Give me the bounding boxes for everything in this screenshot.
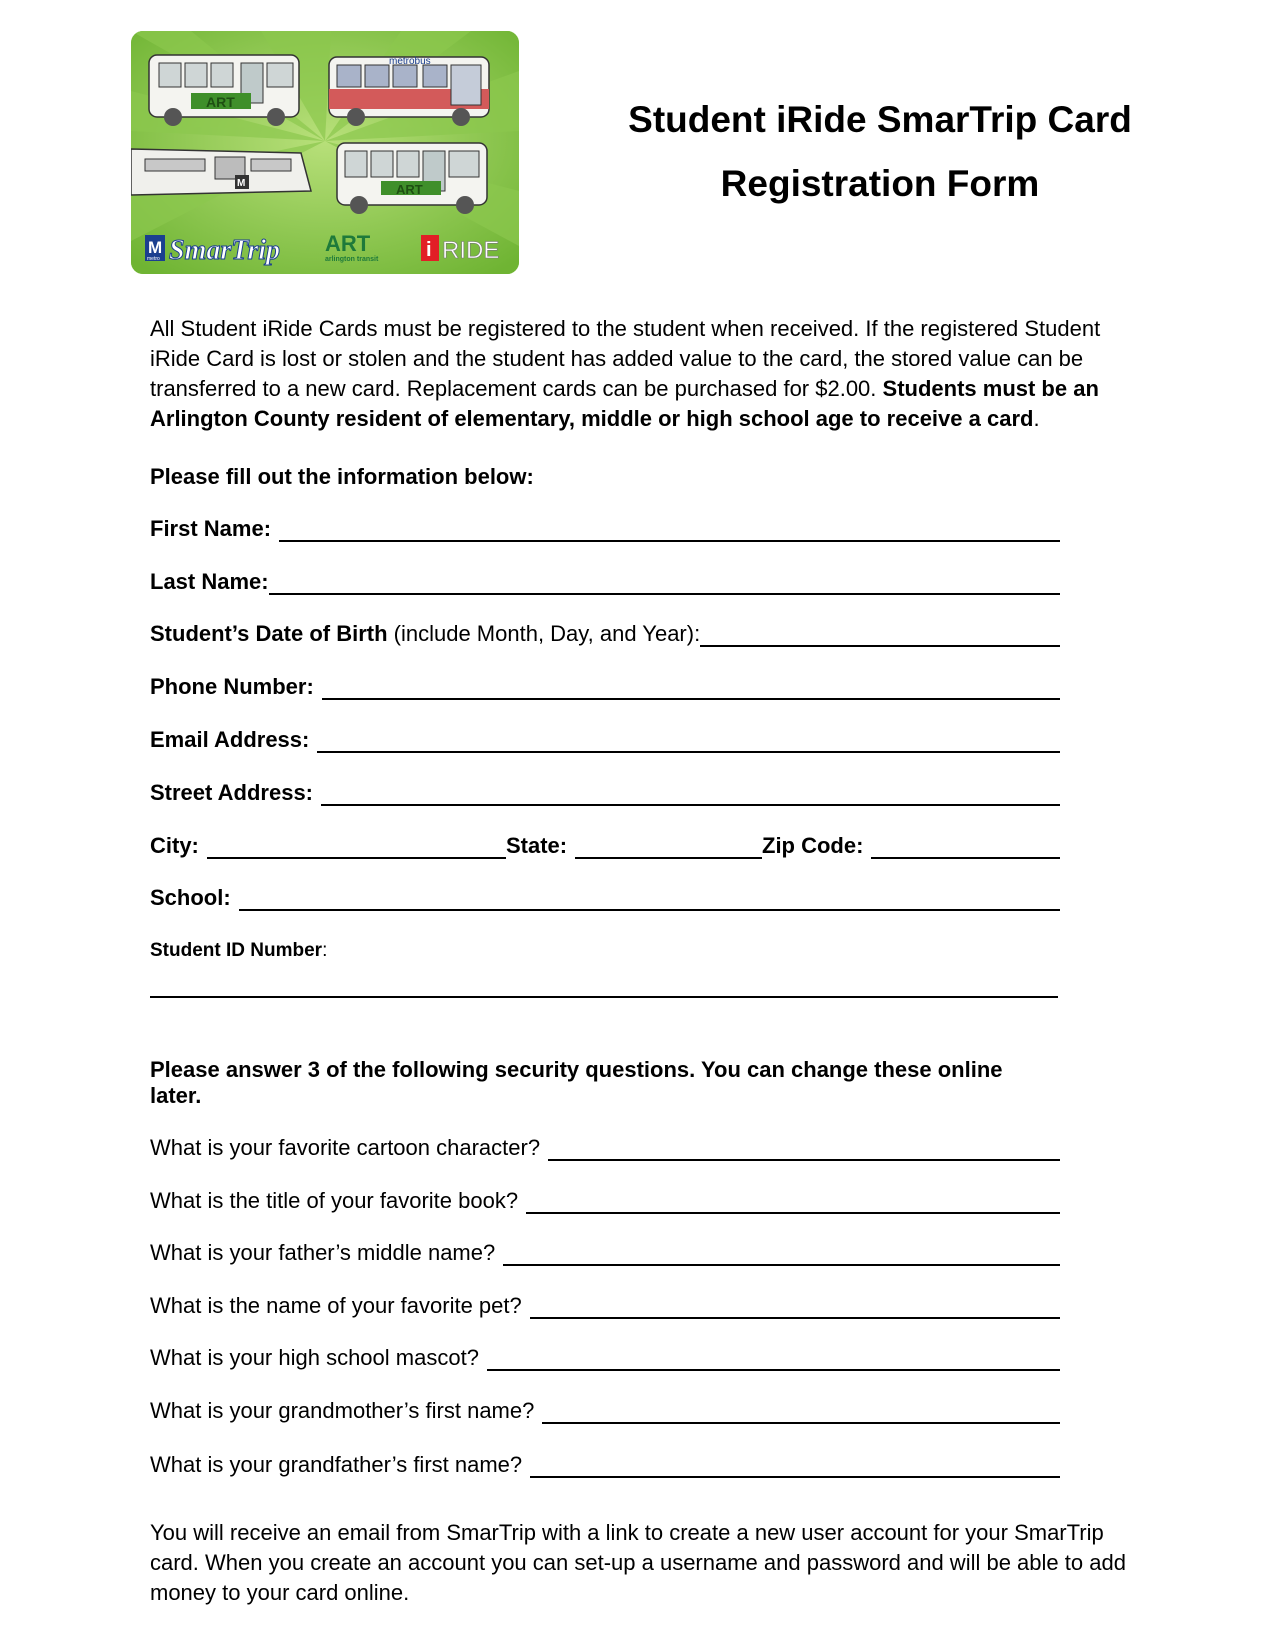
art-logo: ART [325,231,371,256]
security-question-row [150,1131,1060,1161]
first-name-row [150,512,1060,542]
card-illustration [131,31,519,274]
iride-logo-text: RIDE [442,237,500,264]
school-row [150,881,1060,911]
metro-logo-small: metro [147,256,160,262]
dob-label [150,621,700,647]
bus-drawing [329,56,489,126]
form-heading: Please fill out the information below: [150,464,534,489]
bus-drawing [337,143,487,214]
smartrip-logo: SmarTrip [169,235,280,266]
security-question-row [150,1341,1060,1371]
intro-text: All Student iRide Cards must be registered to the student when received. If the registered Student iRide Card is lost or stolen and the student has added value to the card, the stored value can be transferred to a new card. Replacement cards can be purchased for $2.00. [150,316,1101,401]
iride-logo-i: i [426,239,432,261]
city-state-zip-row [150,829,1060,859]
security-question-row [150,1289,1060,1319]
security-question-row [150,1236,1060,1266]
security-answer-field[interactable] [530,1293,1060,1319]
dob-row [150,617,1060,647]
security-question-label: What is your favorite cartoon character? [150,1135,541,1160]
security-heading: Please answer 3 of the following security questions. You can change these online later. [150,1057,1003,1108]
school-label: School: [150,885,231,910]
security-answer-field[interactable] [487,1345,1060,1371]
security-answer-field[interactable] [530,1452,1060,1478]
student-id-field[interactable] [150,996,1058,998]
closing-paragraph: You will receive an email from SmarTrip with a link to create a new user account for your SmarTrip card. When you create an account you can set-up a username and password and will be able to add money to your card online. [150,1520,1126,1605]
school-field[interactable] [239,885,1060,911]
last-name-field[interactable] [269,569,1060,595]
title-line-2: Registration Form [720,163,1040,204]
security-question-label: What is your grandfather’s first name? [150,1452,523,1477]
email-field[interactable] [317,727,1060,753]
student-id-colon: : [322,940,328,961]
state-group [506,833,762,859]
card-bus-label: M [237,178,246,189]
security-question-label: What is your high school mascot? [150,1345,479,1370]
city-group [150,833,506,859]
last-name-row [150,565,1060,595]
security-answer-field[interactable] [542,1398,1060,1424]
zip-group [762,833,1060,859]
security-answer-field[interactable] [548,1135,1060,1161]
email-label: Email Address: [150,727,310,752]
intro-end: . [1033,406,1040,431]
zip-field[interactable] [871,833,1060,859]
title-line-1: Student iRide SmarTrip Card [628,99,1132,140]
first-name-label: First Name: [150,516,272,541]
security-question-row [150,1184,1060,1214]
first-name-field[interactable] [279,516,1060,542]
card-bus-label: ART [206,94,235,110]
train-drawing [131,149,311,195]
intro-eligibility: Students must be an Arlington County resident of elementary, middle or high school age to receive a card [150,376,1099,431]
phone-row [150,670,1060,700]
security-question-row [150,1448,1060,1478]
state-field[interactable] [575,833,762,859]
zip-label: Zip Code: [762,833,864,858]
state-label: State: [506,833,568,858]
page-title [600,88,1160,216]
city-field[interactable] [207,833,506,859]
phone-label: Phone Number: [150,674,314,699]
last-name-label: Last Name: [150,569,269,594]
street-field[interactable] [321,780,1060,806]
phone-field[interactable] [322,674,1060,700]
security-question-label: What is the title of your favorite book? [150,1188,519,1213]
security-question-row [150,1394,1060,1424]
security-question-label: What is your father’s middle name? [150,1240,496,1265]
metro-logo-letter: M [148,238,163,257]
dob-label-bold: Student’s Date of Birth [150,621,388,646]
student-id-label-text: Student ID Number [150,940,323,961]
dob-field[interactable] [700,621,1060,647]
street-row [150,776,1060,806]
street-label: Street Address: [150,780,314,805]
security-answer-field[interactable] [503,1240,1060,1266]
email-row [150,723,1060,753]
card-bus-label: metrobus [389,56,431,67]
iride-card-image [131,31,519,274]
bus-drawing [149,55,299,126]
card-bus-label: ART [396,182,423,197]
student-id-label [150,940,327,962]
security-question-label: What is the name of your favorite pet? [150,1293,522,1318]
city-label: City: [150,833,199,858]
arlington-transit-text: arlington transit [325,256,379,263]
intro-paragraph [150,314,1150,434]
dob-label-note: (include Month, Day, and Year): [387,621,701,646]
security-answer-field[interactable] [526,1188,1060,1214]
security-question-label: What is your grandmother’s first name? [150,1398,535,1423]
